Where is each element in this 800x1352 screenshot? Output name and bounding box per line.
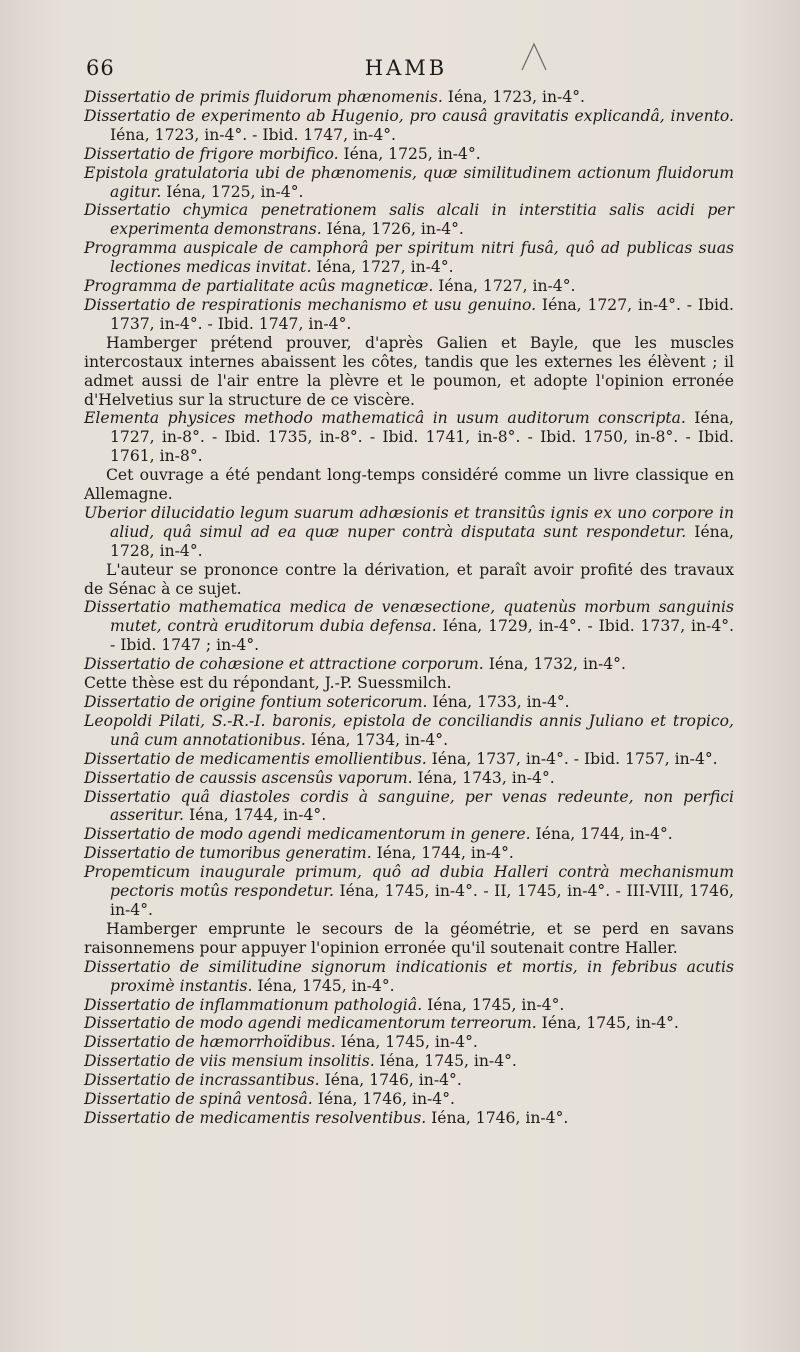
entry-title: Uberior dilucidatio legum suarum adhæsionis et transitûs ignis ex uno corpore in aliud, quâ simul ad ea quæ nuper contrà disputata sunt respondetur.	[84, 503, 734, 541]
entry-details: Iéna, 1733, in-4°.	[427, 693, 570, 711]
bibliography-entry	[84, 296, 734, 334]
entry-details: Iéna, 1726, in-4°.	[321, 220, 464, 239]
bibliography-entry	[84, 277, 734, 296]
entry-title: Elementa physices methodo mathematicâ in usum auditorum conscripta.	[84, 409, 686, 428]
bibliography-entry	[84, 1014, 734, 1033]
bibliography-entry	[84, 1071, 734, 1090]
entry-details: Iéna, 1723, in-4°. - Ibid. 1747, in-4°.	[110, 125, 396, 144]
entry-title: Epistola gratulatoria ubi de phænomenis, quæ similitudinem actionum fluidorum agitur.	[84, 163, 734, 201]
bibliography-entry	[84, 145, 734, 164]
entry-title: Dissertatio de primis fluidorum phænomenis.	[84, 88, 443, 106]
entry-details: Iéna, 1729, in-4°. - Ibid. 1737, in-4°. - Ibid. 1747 ; in-4°.	[110, 617, 735, 655]
bibliography-entry	[84, 1033, 734, 1052]
entry-details: Iéna, 1745, in-4°. - II, 1745, in-4°. - III-VIII, 1746, in-4°.	[110, 882, 734, 919]
bibliography-entry	[84, 750, 734, 769]
entry-title: Dissertatio de medicamentis resolventibus.	[84, 1108, 427, 1127]
entry-details: Iéna, 1725, in-4°.	[338, 144, 481, 163]
bibliography-entry	[84, 844, 734, 863]
bibliography-entry	[84, 88, 734, 107]
bibliography-entry	[84, 693, 734, 712]
entry-details: Iéna, 1745, in-4°.	[422, 995, 565, 1014]
bibliography-entry	[84, 201, 734, 239]
page-number: 66	[86, 56, 115, 80]
entry-title: Dissertatio chymica penetrationem salis alcali in interstitia salis acidi per experimenta demonstrans.	[84, 201, 734, 239]
entry-title: Dissertatio de frigore morbifico.	[84, 144, 339, 163]
commentary-paragraph: Hamberger prétend prouver, d'après Galien et Bayle, que les muscles intercostaux internes abaissent les côtes, tandis que les externes les élèvent ; il admet aussi de l'air entre la plèvre et le poumon, et adopte l'opinion erronée d'Helvetius sur la structure de ce viscère.	[84, 333, 734, 409]
entry-details: Iéna, 1728, in-4°.	[110, 522, 734, 560]
entry-details: Iéna, 1723, in-4°.	[442, 88, 585, 106]
entry-details: Iéna, 1745, in-4°.	[374, 1052, 517, 1071]
bibliography-entry	[84, 164, 734, 202]
bibliography-entry	[84, 712, 734, 750]
entry-title: Dissertatio de similitudine signorum indicationis et mortis, in febribus acutis proximè instantis.	[84, 957, 734, 995]
entry-title: Programma auspicale de camphorâ per spiritum nitri fusâ, quô ad publicas suas lectiones medicas invitat.	[84, 239, 734, 277]
entry-details: Iéna, 1727, in-4°.	[433, 277, 576, 296]
commentary-line: Cette thèse est du répondant, J.-P. Suessmilch.	[84, 674, 452, 693]
entry-details: Iéna, 1727, in-8°. - Ibid. 1735, in-8°. - Ibid. 1741, in-8°. - Ibid. 1750, in-8°. - Ibid. 1761, in-8°.	[110, 409, 734, 466]
entry-details: Iéna, 1746, in-4°.	[426, 1108, 569, 1127]
entry-title: Dissertatio de tumoribus generatim.	[84, 844, 372, 863]
entry-details: Iéna, 1744, in-4°.	[530, 825, 673, 844]
commentary-paragraph: L'auteur se prononce contre la dérivation, et paraît avoir profité des travaux de Sénac à ce sujet.	[84, 560, 734, 598]
bibliography-entry	[84, 1090, 734, 1109]
bibliography-entry	[84, 598, 734, 655]
running-head: HAMB	[364, 56, 448, 80]
commentary-paragraph: Hamberger emprunte le secours de la géométrie, et se perd en savans raisonnemens pour appuyer l'opinion erronée qu'il soutenait contre Haller.	[84, 919, 734, 957]
bibliography-entry	[84, 239, 734, 277]
entry-details: Iéna, 1725, in-4°.	[161, 182, 304, 201]
bibliography-entry	[84, 958, 734, 996]
entry-title: Dissertatio de inflammationum pathologiâ.	[84, 995, 423, 1014]
bibliography-entry	[84, 825, 734, 844]
entry-details: Iéna, 1746, in-4°.	[312, 1090, 455, 1109]
entry-title: Dissertatio de spinâ ventosâ.	[84, 1090, 313, 1109]
entry-details: Iéna, 1745, in-4°.	[536, 1014, 679, 1033]
entry-details: Iéna, 1743, in-4°.	[412, 768, 555, 787]
bibliography-entry	[84, 863, 734, 920]
commentary-paragraph: Cet ouvrage a été pendant long-temps considéré comme un livre classique en Allemagne.	[84, 466, 734, 504]
entry-title: Dissertatio de experimento ab Hugenio, pro causâ gravitatis explicandâ, invento.	[84, 106, 734, 125]
entry-details: Iéna, 1744, in-4°.	[183, 806, 327, 825]
entry-details: Iéna, 1737, in-4°. - Ibid. 1757, in-4°.	[426, 749, 718, 768]
entry-title: Dissertatio de incrassantibus.	[84, 1071, 320, 1090]
entry-details: Iéna, 1744, in-4°.	[371, 844, 514, 863]
entry-title: Dissertatio de viis mensium insolitis.	[84, 1052, 375, 1071]
entry-title: Dissertatio de caussis ascensûs vaporum.	[84, 768, 413, 787]
bibliography-entry	[84, 769, 734, 788]
entry-title: Propemticum inaugurale primum, quô ad dubia Halleri contrà mechanismum pectoris motûs respondetur.	[84, 863, 734, 901]
entry-details: Iéna, 1727, in-4°. - Ibid. 1737, in-4°. - Ibid. 1747, in-4°.	[110, 295, 734, 333]
bibliography-text	[84, 88, 734, 1128]
entry-title: Dissertatio quâ diastoles cordis à sanguine, per venas redeunte, non perfici asseritur.	[84, 787, 734, 825]
bibliography-entry	[84, 788, 734, 826]
page-header	[86, 56, 726, 86]
entry-details: Iéna, 1745, in-4°.	[252, 976, 395, 995]
entry-title: Dissertatio de respirationis mechanismo et usu genuino.	[84, 295, 537, 314]
bibliography-entry	[84, 996, 734, 1015]
bibliography-entry	[84, 107, 734, 145]
entry-title: Dissertatio de cohæsione et attractione corporum.	[84, 655, 484, 674]
entry-details: Iéna, 1734, in-4°.	[305, 730, 449, 749]
entry-title: Leopoldi Pilati, S.-R.-I. baronis, epistola de conciliandis annis Juliano et tropico, unâ cum annotationibus.	[84, 711, 734, 749]
entry-title: Dissertatio de modo agendi medicamentorum in genere.	[84, 825, 531, 844]
entry-title: Dissertatio de medicamentis emollientibus.	[84, 749, 427, 768]
bibliography-entry	[84, 504, 734, 561]
bibliography-entry	[84, 1052, 734, 1071]
entry-title: Dissertatio de modo agendi medicamentorum terreorum.	[84, 1014, 537, 1033]
entry-details: Iéna, 1727, in-4°.	[311, 258, 454, 277]
entry-details: Iéna, 1732, in-4°.	[483, 655, 626, 674]
bibliography-entry	[84, 655, 734, 674]
entry-details: Iéna, 1746, in-4°.	[319, 1071, 462, 1090]
entry-title: Dissertatio de hæmorrhoïdibus.	[84, 1033, 336, 1052]
entry-title: Dissertatio mathematica medica de venæsectione, quatenùs morbum sanguinis mutet, contrà eruditorum dubia defensa.	[84, 598, 734, 636]
entry-title: Programma de partialitate acûs magneticæ.	[84, 277, 434, 296]
entry-title: Dissertatio de origine fontium sotericorum.	[84, 693, 428, 711]
bibliography-entry	[84, 409, 734, 466]
entry-details: Iéna, 1745, in-4°.	[335, 1033, 478, 1052]
bibliography-entry	[84, 1109, 734, 1128]
